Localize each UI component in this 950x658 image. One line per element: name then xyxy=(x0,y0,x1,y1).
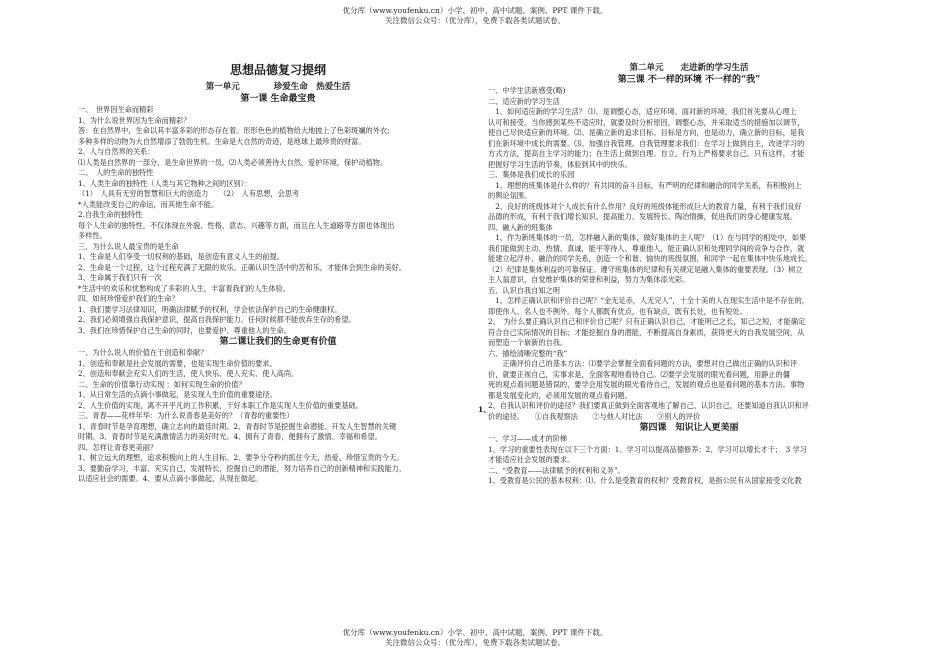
text-line: 2、 为什么要正确认识自己和评价自己呢？只有正确认识自己，才能明己之长，知己之短，才能确定 xyxy=(488,317,806,326)
text-line: 六、描绘清晰完整的“我” xyxy=(488,348,568,358)
lesson-2-heading: 第二课让我们的生命更有价值 xyxy=(219,337,337,347)
text-line: 1、怎样正确认识和评价自己呢？“金无足赤，人无完人”，十全十美的人在现实生活中是不存在的， xyxy=(488,296,809,305)
header-line-1: 优分库（www.youfenku.cn）小学、初中、高中试题、案例、PPT 课件下载。 xyxy=(342,6,608,15)
text-line: 1、生命是人们享受一切权利的基础，是创造有意义人生的前提。 xyxy=(78,252,284,261)
unit-2-heading: 第二单元 走进新的学习生活 xyxy=(629,63,749,73)
document-title: 思想品德复习提纲 xyxy=(229,63,326,77)
text-line: 2.自我生命的独特性 xyxy=(78,210,143,219)
text-line: 品德的形成，有利于我们增长知识、提高能力、发展特长、陶冶情操，促进我们的身心健康发展。 xyxy=(488,212,798,221)
text-line: 3、我们在珍惜保护自己生命的同时，也要爱护、尊重他人的生命。 xyxy=(78,325,292,335)
text-line: 二、“受教育——法律赋予的权利和义务”。 xyxy=(488,465,625,475)
page-header xyxy=(0,6,950,26)
text-line: 一、为什么说人的价值在于创造和奉献？ xyxy=(78,348,208,357)
text-line: 能建立起浮朴、融洽的同学关系，创造一个和谐、愉快的班级氛围，和同学一起在集体中快乐地成长。 xyxy=(488,254,812,263)
text-line: 才能适应社会发展的要求。 xyxy=(488,455,575,464)
text-line: 三、青春——花样年华：为什么说青春是美好的？（青春的重要性） xyxy=(78,411,294,420)
text-line: 死的观点看问题是错误的，要学会用发展的眼光看待自己，发展的观点也是看问题的基本方法。事物 xyxy=(488,380,805,389)
text-line: 1、人类生命的独特性（人类与其它物种之间的区别）： xyxy=(78,178,252,188)
text-line: 1、青春时节是孕育理想，确立志向的最佳时期。2、青春时节是挖掘生命潜能、开发人生智慧的关键 xyxy=(78,421,397,431)
text-line: 三、为什么说人最宝贵的是生命 xyxy=(78,241,179,251)
text-line: 2、我们必须增强自我保护意识，提高自我保护能力。任何时候都不能放弃生存的希望。 xyxy=(78,315,356,324)
text-line: 多样性。 xyxy=(78,231,107,240)
text-line: 3、生命属于我们只有一次 xyxy=(78,273,162,282)
text-line: 四、如何珍惜爱护我们的生命？ xyxy=(78,294,179,303)
text-line: 2、自我认识和评价的途径？我们要真正做到全面客观地了解自己、认识自己，还要知道自我认识和评 xyxy=(488,401,809,410)
text-line: 方式方法，提高自主学习的能力；在生活上做到自理、自立，行为上严格要求自己。只有这样，才能 xyxy=(488,149,805,158)
text-line: 以适应社会的需要。4、要从点滴小事做起，从现在做起。 xyxy=(78,474,263,483)
text-line: 二、 人的生命的独特性 xyxy=(78,168,154,177)
text-line: 二、生命的价值靠行动实现 ：如何实现生命的价值？ xyxy=(78,379,246,389)
text-line: 2、创造和奉献会充实人们的生活，使人快乐、使人充实、使人高尚。 xyxy=(78,369,299,378)
text-line: 一、 世界因生命而精彩 xyxy=(78,105,154,114)
left-column xyxy=(78,60,478,485)
text-line: 主人翁意识，自觉维护集体的荣誉和利益，努力为集体添光彩。 xyxy=(488,275,690,284)
text-line: 2、生命是一个过程，这个过程充满了无限的欢乐。正确认识生活中的苦和乐，才能体会到生命的美好。 xyxy=(78,262,407,272)
text-line: 三、集体是我们成长的乐园 xyxy=(488,170,575,179)
footer-line-2: 关注微信公众号：（优分库），免费下载各类试题试卷。 xyxy=(385,638,565,647)
text-line: 五、认识自我自知之明 xyxy=(488,285,560,295)
text-line: 1、从日常生活的点滴小事做起，是实现人生价值的重要途径。 xyxy=(78,390,277,399)
text-line: 1、我们要学习法律知识，明确法律赋予的权利，学会依法保护自己的生命健康权。 xyxy=(78,304,342,314)
text-line: 多种多样的动物为大自然增添了勃勃生机。生命是大自然的奇迹，是地球上最珍贵的财富。 xyxy=(78,136,366,146)
margin-bullet-number: 1、 xyxy=(478,405,491,414)
text-line: 符合自己实际情况的目标；才能挖掘自身的潜能，不断提高自身素质，获得更大的自我发展空间，从 xyxy=(488,327,805,337)
text-line: ⑴人类是自然界的一部分，是生命世界的一员。⑵人类必须善待大自然，爱护环境，保护动植物。 xyxy=(78,157,388,167)
text-line: 把握好学习生活的节奏，体验到其中的快乐。 xyxy=(488,159,632,169)
unit-1-heading: 第一单元 珍爱生命 热爱生活 xyxy=(205,82,351,92)
text-line: 我们能做到主动、热情、真诚，能平等待人、尊重他人，能正确认识和处理同学间的竞争与合作，就 xyxy=(488,243,805,253)
text-line: （2）纪律是集体利益的可靠保证。遵守班集体的纪律和有关规定是融入集体的重要表现。（3）树立 xyxy=(488,264,803,274)
text-line: *生活中的欢乐和忧愁构成了多彩的人生，丰富着我们的人生体验。 xyxy=(78,283,291,293)
text-line: 1、学习的重要性表现在以下三个方面：1、学习可以提高品德修养；2、学习可以增长才干； 3 学习 xyxy=(488,444,807,454)
text-line: *人类能改变自己的命运，而其他生命不能。 xyxy=(78,199,219,209)
text-line: 而塑造一个崭新的自我。 xyxy=(488,338,568,347)
page-footer xyxy=(0,628,950,648)
text-line: 2、良好的班级体对个人成长有什么作用？良好的班级体能形成巨大的教育力量，有利于我们良好 xyxy=(488,201,802,211)
text-line: 时期。3、青春时节是充满激情活力的美好时光。4、拥有了青春，便拥有了激情、幸福和希望。 xyxy=(78,432,382,441)
text-line: 1、理想的班集体是什么样的？有共同的奋斗目标，有严明的纪律和融洽的同学关系，有积极向上 xyxy=(488,180,802,190)
text-line: 3、要勤奋学习，丰富、充实自己，发展特长，挖掘自己的潜能，努力培养自己的创新精神和实践能力， xyxy=(78,463,407,473)
text-line: 1、受教育是公民的基本权利：⑴、什么是受教育的权利？受教育权，是指公民有从国家接受文化教 xyxy=(488,476,802,485)
text-line: 即使伟人、名人也不例外。每个人都既有优点，也有缺点，既有长处，也有短处。 xyxy=(488,306,747,316)
lesson-4-heading: 第四课 知识让人更美丽 xyxy=(639,423,739,433)
text-line: 1、为什么说世界因为生命而精彩？ xyxy=(78,115,191,125)
text-line: 1、如何适应新的学习生活？ ⑴、是调整心态，适应环境。面对新的环境，我们首先要从心理上 xyxy=(488,107,797,116)
footer-line-1: 优分库（www.youfenku.cn）小学、初中、高中试题、案例、PPT 课件下载。 xyxy=(342,628,608,637)
text-line: 正确评价自己的基本方法：⑴要学会掌握全面看问题的方法，要想对自己做出正确的认识和评 xyxy=(488,359,798,368)
text-line: 一、学习——成才的阶梯 xyxy=(488,434,568,443)
text-line: 四、融入新的班集体 xyxy=(488,222,553,232)
text-line: 一、中学生活新感受(略) xyxy=(488,86,566,95)
text-line: 价的途径。 ①自我观察法 ②与他人对比法 ③别人的评价 xyxy=(488,411,701,421)
text-line: 2、人生价值的实现，离不开平凡的工作积累，干好本职工作是实现人生价值的重要基础。 xyxy=(78,400,363,410)
text-line: 每个人生命的独特性，不仅体现在外貌、性格、意志、兴趣等方面，而且在人生道路等方面也体现出 xyxy=(78,220,395,230)
header-line-2: 关注微信公众号：（优分库），免费下载各类试题试卷。 xyxy=(385,16,565,25)
text-line: 价，就要正视自己，实事求是，全面客观地看待自己。⑵要学会发展的眼光看问题，用静止的僵 xyxy=(488,369,790,379)
text-line: 的舆论氛围。 xyxy=(488,191,532,200)
text-line: 认可和接受。当你感到某些不适应时，就要及时分析原因，调整心态，并采取适当的措施加以调节， xyxy=(488,117,805,127)
text-line: 二、适应新的学习生活 xyxy=(488,96,560,106)
text-line: 1、创造和奉献是社会发展的需要，也是实现生命价值的要求。 xyxy=(78,358,277,368)
text-line: 1、作为新班集体的一员，怎样融入新的集体，做好集体的主人呢？（1）在与同学的相处中，如果 xyxy=(488,233,807,242)
text-line: 2、人与自然界的关系： xyxy=(78,147,155,156)
text-line: 答：在自然界中，生命以其丰富多彩的形态存在着。形形色色的植物给大地披上了色彩斑斓的外衣; xyxy=(78,126,390,135)
text-line: 1、树立远大的理想，追求积极向上的人生目标。2、要争分夺秒的抓住今天，热爱、珍惜宝贵的今天。 xyxy=(78,453,404,462)
text-line: 都是发展变化的，必须用发展的观点看问题。 xyxy=(488,390,632,400)
text-line: 们在新环境中成长的需要。⑶、加强自我管理。自我管理要求我们：在学习上做到自主，改进学习的 xyxy=(488,138,805,148)
text-line: 四、怎样让青春更美丽？ xyxy=(78,442,158,452)
text-line: （1） 人具有无穷的智慧和巨大的创造力 （2） 人有思想，会思考 xyxy=(78,189,300,198)
lesson-3-heading: 第三课 不一样的环境 不一样的“我” xyxy=(617,75,761,85)
lesson-1-heading: 第一课 生命最宝贵 xyxy=(240,94,316,104)
right-column xyxy=(488,62,890,487)
text-line: 使自己尽快适应新的环境。⑵、是确立新的追求目标。目标是方向，也是动力，确立新的目标，是我 xyxy=(488,128,805,137)
